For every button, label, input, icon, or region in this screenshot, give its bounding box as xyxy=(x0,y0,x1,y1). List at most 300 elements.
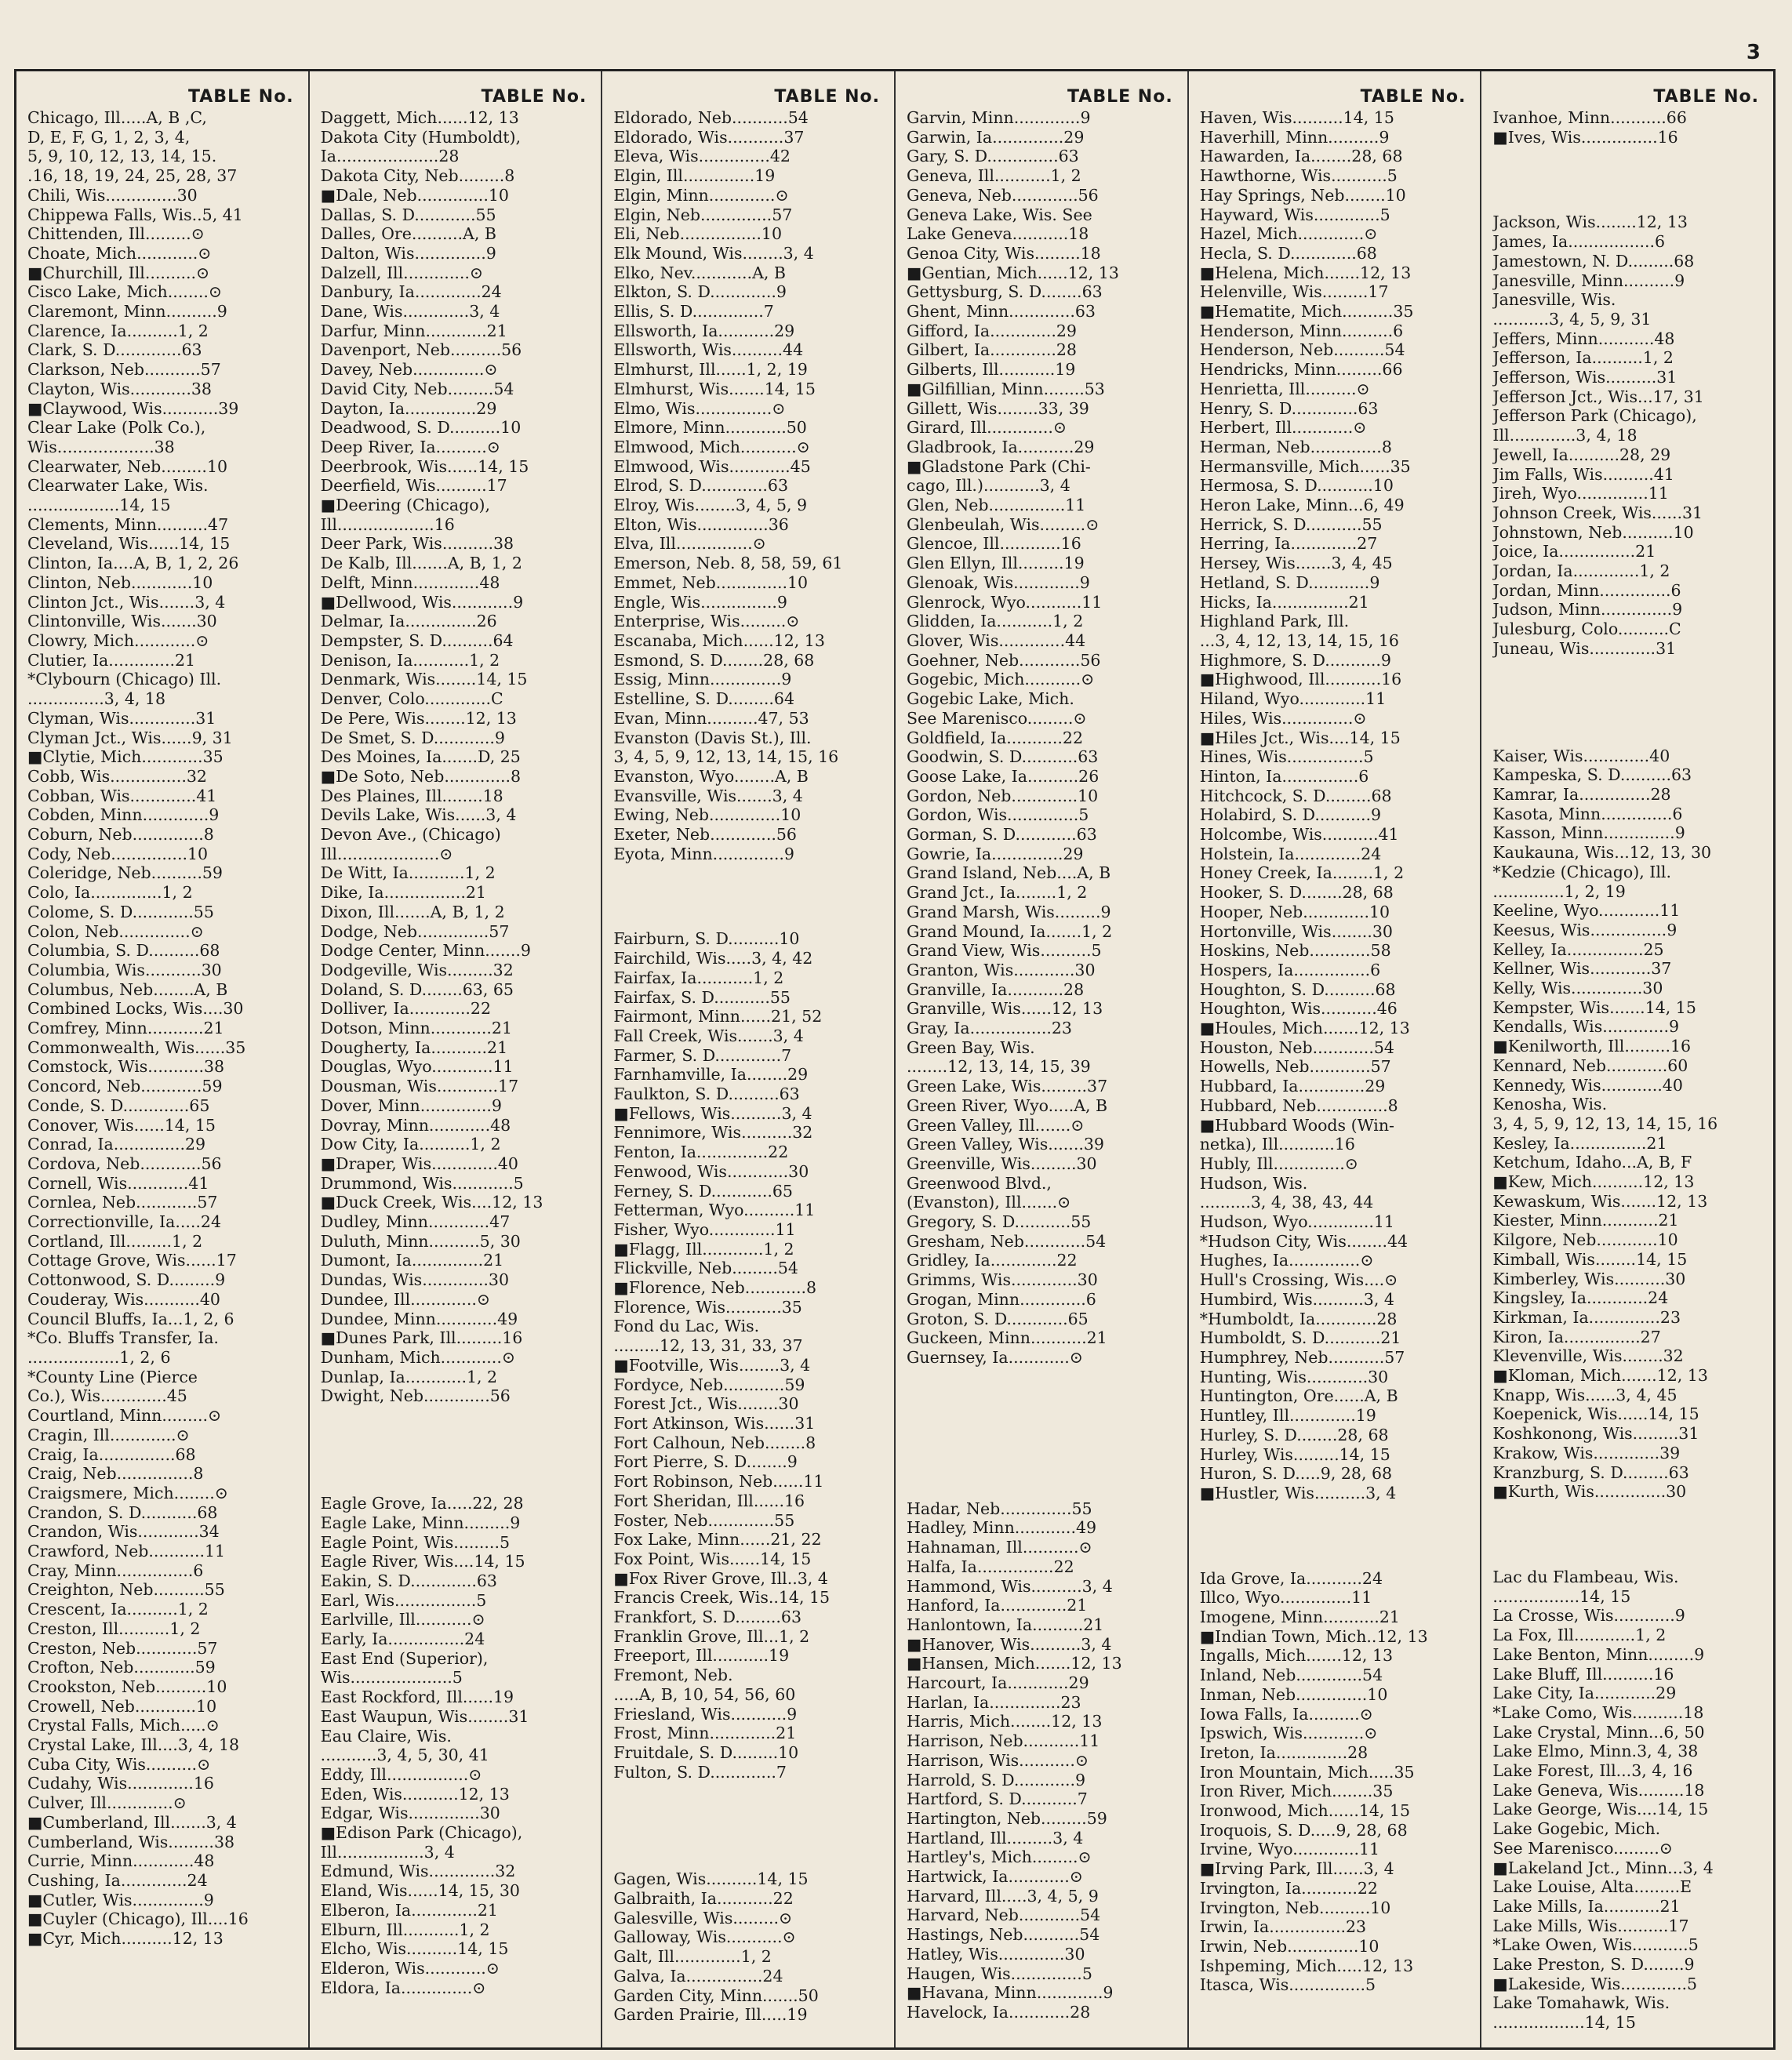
index-entry: Jackson, Wis........12, 13 xyxy=(1492,213,1688,232)
index-entry: Ida Grove, Ia...........24 xyxy=(1199,1568,1383,1588)
index-entry: Clyman Jct., Wis......9, 31 xyxy=(27,728,233,747)
column-6 xyxy=(1481,71,1773,2047)
index-entry: Clements, Minn..........47 xyxy=(27,514,229,534)
index-entry: Keesus, Wis...............9 xyxy=(1492,920,1678,939)
entry-list xyxy=(27,108,297,1949)
index-entry: Harrison, Neb...........11 xyxy=(907,1731,1100,1751)
index-entry: Garden Prairie, Ill.....19 xyxy=(613,2005,808,2025)
index-entry: Hendricks, Minn.........66 xyxy=(1199,360,1403,380)
index-entry: Ill...................16 xyxy=(320,514,455,534)
index-entry: Columbia, S. D..........68 xyxy=(27,941,220,961)
index-entry: Granville, Ia...........28 xyxy=(907,979,1085,999)
index-entry: Edgar, Wis..............30 xyxy=(320,1804,500,1823)
index-entry: Julesburg, Colo..........C xyxy=(1492,619,1681,639)
index-entry: Genoa City, Wis.........18 xyxy=(907,243,1101,263)
index-entry: East Rockford, Ill......19 xyxy=(320,1688,514,1707)
index-entry: Elmwood, Wis............45 xyxy=(613,456,811,476)
index-entry: Ellsworth, Ia...........29 xyxy=(613,321,795,340)
index-entry: Craig, Ia...............68 xyxy=(27,1444,196,1464)
index-entry: Kaiser, Wis.............40 xyxy=(1492,746,1670,765)
index-entry: ■Irving Park, Ill......3, 4 xyxy=(1199,1859,1394,1879)
index-entry: Dovray, Minn............48 xyxy=(320,1115,511,1135)
index-entry: Forest Jct., Wis........30 xyxy=(613,1394,799,1414)
index-entry: Humphrey, Neb...........57 xyxy=(1199,1348,1405,1367)
index-entry: *Kedzie (Chicago), Ill. xyxy=(1492,862,1672,881)
index-entry: Grand Jct., Ia........1, 2 xyxy=(907,883,1088,903)
index-entry: Jefferson Jct., Wis...17, 31 xyxy=(1492,387,1704,406)
index-entry: Dodge, Neb..............57 xyxy=(320,921,510,941)
index-entry: Eli, Neb................10 xyxy=(613,224,782,244)
index-entry: Ia....................28 xyxy=(320,147,460,166)
index-entry: ..................14, 15 xyxy=(27,496,171,515)
index-entry: Iron River, Mich........35 xyxy=(1199,1782,1394,1801)
index-entry: Kranzburg, S. D.........63 xyxy=(1492,1462,1689,1482)
index-entry: Hudson, Wis. xyxy=(1199,1173,1308,1193)
index-entry: Kendalls, Wis.............9 xyxy=(1492,1017,1680,1037)
index-entry: Ketchum, Idaho...A, B, F xyxy=(1492,1153,1692,1172)
index-entry: ...........3, 4, 5, 9, 31 xyxy=(1492,309,1652,329)
section-gap xyxy=(907,1433,1176,1455)
index-entry: Galt, Ill.............1, 2 xyxy=(613,1947,772,1967)
index-entry: Douglas, Wyo............11 xyxy=(320,1057,514,1077)
index-entry: ■Dellwood, Wis............9 xyxy=(320,592,524,612)
index-entry: Hayward, Wis.............5 xyxy=(1199,205,1390,224)
index-entry: Dalton, Wis..............9 xyxy=(320,243,496,263)
section-gap xyxy=(1492,1546,1762,1568)
index-entry: Grimms, Wis.............30 xyxy=(907,1270,1098,1290)
index-entry: Humboldt, S. D...........21 xyxy=(1199,1328,1401,1348)
index-entry: Johnson Creek, Wis......31 xyxy=(1492,503,1703,522)
index-entry: Eau Claire, Wis. xyxy=(320,1726,452,1746)
index-entry: Early, Ia...............24 xyxy=(320,1629,485,1649)
index-entry: Gillett, Wis........33, 39 xyxy=(907,398,1089,418)
index-entry: Gary, S. D..............63 xyxy=(907,147,1079,166)
index-entry: Jordan, Ia.............1, 2 xyxy=(1492,561,1670,581)
index-entry: Iron Mountain, Mich.....35 xyxy=(1199,1762,1415,1782)
index-entry: Green Valley, Wis.......39 xyxy=(907,1135,1104,1154)
index-entry: Cushing, Ia.............24 xyxy=(27,1870,208,1890)
index-entry: Galbraith, Ia...........22 xyxy=(613,1889,794,1909)
index-entry: ■Ives, Wis...............16 xyxy=(1492,127,1678,147)
index-entry: Gordon, Neb.............10 xyxy=(907,786,1099,805)
index-entry: ■Footville, Wis........3, 4 xyxy=(613,1355,811,1375)
section-gap xyxy=(1492,147,1762,169)
index-entry: ..........3, 4, 38, 43, 44 xyxy=(1199,1193,1374,1212)
index-entry: ■Cutler, Wis..............9 xyxy=(27,1890,214,1909)
index-entry: Gettysburg, S. D........63 xyxy=(907,282,1103,302)
index-entry: Eleva, Wis..............42 xyxy=(613,147,791,166)
index-entry: Earl, Wis................5 xyxy=(320,1590,487,1610)
index-entry: Ferney, S. D............65 xyxy=(613,1181,793,1201)
index-entry: Dodgeville, Wis.........32 xyxy=(320,960,514,979)
index-entry: Eden, Wis...........12, 13 xyxy=(320,1784,510,1804)
index-entry: Foster, Neb.............55 xyxy=(613,1510,795,1530)
index-entry: Gladbrook, Ia...........29 xyxy=(907,437,1095,456)
index-entry: ■Havana, Minn.............9 xyxy=(907,1983,1114,2003)
index-entry: Gridley, Ia.............22 xyxy=(907,1251,1078,1270)
index-entry: Kingsley, Ia............24 xyxy=(1492,1288,1669,1308)
index-entry: ...............3, 4, 18 xyxy=(27,689,165,709)
index-entry: Dike, Ia................21 xyxy=(320,883,486,903)
index-entry: Colo, Ia..............1, 2 xyxy=(27,883,193,903)
index-entry: Cornlea, Neb............57 xyxy=(27,1193,218,1212)
index-entry: Galloway, Wis...........⊙ xyxy=(613,1927,796,1947)
index-entry: Chicago, Ill.....A, B ,C, xyxy=(27,108,207,127)
index-entry: Fort Robinson, Neb......11 xyxy=(613,1472,824,1491)
index-entry: Green Lake, Wis.........37 xyxy=(907,1077,1108,1096)
index-entry: D, E, F, G, 1, 2, 3, 4, xyxy=(27,127,191,147)
index-entry: Hooker, S. D........28, 68 xyxy=(1199,883,1394,903)
index-entry: Lake Benton, Minn.........9 xyxy=(1492,1644,1705,1664)
index-entry: Elroy, Wis........3, 4, 5, 9 xyxy=(613,496,808,515)
index-entry: Elmo, Wis...............⊙ xyxy=(613,398,786,418)
index-entry: Eldorado, Wis...........37 xyxy=(613,127,805,147)
index-entry: Dumont, Ia..............21 xyxy=(320,1251,504,1270)
index-entry: Gogebic Lake, Mich. xyxy=(907,689,1074,709)
index-entry: Honey Creek, Ia........1, 2 xyxy=(1199,863,1405,883)
index-entry: Comstock, Wis...........38 xyxy=(27,1057,225,1077)
index-entry: 5, 9, 10, 12, 13, 14, 15. xyxy=(27,147,217,166)
index-entry: Irwin, Ia...............23 xyxy=(1199,1917,1367,1937)
index-entry: Granville, Wis......12, 13 xyxy=(907,999,1103,1019)
index-entry: Inman, Neb..............10 xyxy=(1199,1684,1388,1704)
index-entry: Clear Lake (Polk Co.), xyxy=(27,418,206,438)
index-entry: Earlville, Ill...........⊙ xyxy=(320,1610,485,1629)
index-entry: Janesville, Wis. xyxy=(1492,290,1616,310)
index-entry: Devils Lake, Wis......3, 4 xyxy=(320,805,517,825)
index-entry: Dodge Center, Minn.......9 xyxy=(320,941,531,961)
index-entry: Fort Calhoun, Neb........8 xyxy=(613,1433,816,1452)
index-entry: Juneau, Wis.............31 xyxy=(1492,638,1677,658)
index-entry: Green River, Wyo.....A, B xyxy=(907,1095,1108,1115)
index-entry: Kennard, Neb............60 xyxy=(1492,1055,1688,1075)
index-entry: Dakota City (Humboldt), xyxy=(320,127,522,147)
page-number: 3 xyxy=(1746,41,1761,64)
index-entry: Cuba City, Wis..........⊙ xyxy=(27,1754,211,1774)
index-entry: Hudson, Wyo.............11 xyxy=(1199,1212,1394,1232)
index-entry: Lake Bluff, Ill..........16 xyxy=(1492,1664,1674,1684)
index-entry: Dwight, Neb.............56 xyxy=(320,1386,511,1406)
index-entry: Hawarden, Ia........28, 68 xyxy=(1199,147,1403,166)
index-entry: ■Lakeside, Wis.............5 xyxy=(1492,1974,1698,1993)
index-entry: Correctionville, Ia.....24 xyxy=(27,1212,221,1232)
index-entry: Jefferson Park (Chicago), xyxy=(1492,406,1697,426)
index-entry: Glen, Neb...............11 xyxy=(907,496,1086,515)
index-entry: Grogan, Minn.............6 xyxy=(907,1289,1096,1309)
index-entry: ■Houles, Mich.......12, 13 xyxy=(1199,1019,1410,1038)
index-entry: Dallas, S. D............55 xyxy=(320,205,496,224)
index-entry: Guernsey, Ia............⊙ xyxy=(907,1348,1083,1367)
index-entry: Gifford, Ia.............29 xyxy=(907,321,1077,340)
index-entry: Elmhurst, Ill......1, 2, 19 xyxy=(613,360,808,380)
index-entry: Fetterman, Wyo..........11 xyxy=(613,1201,816,1220)
index-entry: *Hudson City, Wis........44 xyxy=(1199,1231,1409,1251)
index-entry: Glenoak, Wis.............9 xyxy=(907,572,1090,592)
index-entry: Havelock, Ia............28 xyxy=(907,2002,1091,2022)
index-entry: Elderon, Wis............⊙ xyxy=(320,1958,500,1978)
index-entry: Highmore, S. D...........9 xyxy=(1199,650,1391,670)
index-entry: Greenville, Wis.........30 xyxy=(907,1154,1097,1173)
index-entry: Hughes, Ia..............⊙ xyxy=(1199,1251,1374,1270)
index-entry: Coleridge, Neb..........59 xyxy=(27,863,223,883)
index-entry: Denver, Colo.............C xyxy=(320,689,503,709)
index-entry: Inland, Neb.............54 xyxy=(1199,1666,1383,1685)
section-gap xyxy=(1492,169,1762,191)
index-entry: Wis....................5 xyxy=(320,1668,463,1688)
index-entry: Herbert, Ill............⊙ xyxy=(1199,418,1367,438)
index-entry: Garvin, Minn.............9 xyxy=(907,108,1091,127)
index-entry: Gogebic, Mich...........⊙ xyxy=(907,670,1095,689)
index-entry: See Marenisco.........⊙ xyxy=(1492,1838,1673,1858)
index-entry: Esmond, S. D........28, 68 xyxy=(613,650,815,670)
index-entry: Hetland, S. D............9 xyxy=(1199,572,1380,592)
index-entry: Garwin, Ia..............29 xyxy=(907,127,1085,147)
index-entry: Columbus, Neb........A, B xyxy=(27,979,228,999)
index-entry: Galesville, Wis.........⊙ xyxy=(613,1908,793,1927)
index-entry: Houghton, Wis...........46 xyxy=(1199,999,1398,1019)
index-entry: Lake Gogebic, Mich. xyxy=(1492,1819,1661,1839)
index-entry: Hadley, Minn............49 xyxy=(907,1518,1097,1538)
index-entry: ■Helena, Mich.......12, 13 xyxy=(1199,263,1412,282)
index-entry: Cleveland, Wis......14, 15 xyxy=(27,534,231,554)
index-entry: Clinton, Neb............10 xyxy=(27,572,213,592)
index-entry: Elton, Wis..............36 xyxy=(613,514,789,534)
index-entry: ■Claywood, Wis...........39 xyxy=(27,398,239,418)
index-entry: Fisher, Wyo.............11 xyxy=(613,1219,796,1239)
index-entry: Ewing, Neb..............10 xyxy=(613,805,801,825)
index-entry: Harrold, S. D............9 xyxy=(907,1770,1086,1789)
index-entry: ■Draper, Wis.............40 xyxy=(320,1154,518,1173)
index-entry: Ellis, S. D..............7 xyxy=(613,302,774,322)
index-entry: Craig, Neb...............8 xyxy=(27,1464,204,1484)
index-entry: Harvard, Neb............54 xyxy=(907,1906,1101,1925)
index-entry: David City, Neb.........54 xyxy=(320,379,514,398)
index-entry: *Humboldt, Ia............28 xyxy=(1199,1309,1398,1328)
index-entry: Crandon, S. D...........68 xyxy=(27,1502,218,1522)
index-entry: Fort Pierre, S. D........9 xyxy=(613,1452,798,1472)
index-entry: Claremont, Minn..........9 xyxy=(27,302,227,322)
index-entry: Friesland, Wis...........9 xyxy=(613,1704,798,1724)
index-entry: ■Edison Park (Chicago), xyxy=(320,1823,523,1843)
index-entry: Clayton, Wis............38 xyxy=(27,379,212,398)
index-entry: Haverhill, Minn..........9 xyxy=(1199,127,1390,147)
index-entry: Ireton, Ia..............28 xyxy=(1199,1742,1369,1762)
index-entry: .........12, 13, 31, 33, 37 xyxy=(613,1336,803,1356)
index-entry: Hurley, S. D........28, 68 xyxy=(1199,1425,1389,1444)
entry-list xyxy=(1492,108,1762,2033)
index-entry: Elrod, S. D.............63 xyxy=(613,476,789,496)
index-entry: ■Hustler, Wis..........3, 4 xyxy=(1199,1483,1397,1502)
index-entry: Holcombe, Wis...........41 xyxy=(1199,825,1399,845)
index-entry: Clowry, Mich............⊙ xyxy=(27,630,209,650)
index-entry: Howells, Neb............57 xyxy=(1199,1057,1391,1077)
index-entry: Doland, S. D........63, 65 xyxy=(320,979,514,999)
index-entry: Gregory, S. D...........55 xyxy=(907,1212,1092,1232)
index-entry: Eldorado, Neb...........54 xyxy=(613,108,809,127)
index-entry: Davey, Neb..............⊙ xyxy=(320,360,498,380)
index-entry: Crawford, Neb...........11 xyxy=(27,1542,226,1561)
index-entry: ■Hansen, Mich.......12, 13 xyxy=(907,1654,1122,1673)
index-entry: Creston, Neb............57 xyxy=(27,1638,218,1658)
index-entry: Freeport, Ill...........19 xyxy=(613,1646,790,1666)
index-entry: ■Deering (Chicago), xyxy=(320,496,491,515)
section-gap xyxy=(321,1472,591,1494)
index-entry: Ill.................3, 4 xyxy=(320,1842,455,1862)
index-entry: Clinton Jct., Wis.......3, 4 xyxy=(27,592,226,612)
index-entry: Haven, Wis..........14, 15 xyxy=(1199,108,1394,127)
index-entry: Lake Preston, S. D........9 xyxy=(1492,1955,1695,1975)
index-entry: Guckeen, Minn...........21 xyxy=(907,1328,1107,1348)
index-entry: Hitchcock, S. D.........68 xyxy=(1199,786,1392,805)
section-gap xyxy=(613,863,883,885)
index-entry: Grand Mound, Ia.......1, 2 xyxy=(907,921,1113,941)
index-entry: Hoskins, Neb............58 xyxy=(1199,941,1391,961)
index-entry: ..............1, 2, 19 xyxy=(1492,881,1626,901)
index-entry: Conde, S. D.............65 xyxy=(27,1095,210,1115)
index-entry: Dundee, Minn............49 xyxy=(320,1309,518,1328)
index-entry: Clyman, Wis.............31 xyxy=(27,708,216,728)
index-entry: Darfur, Minn............21 xyxy=(320,321,507,340)
index-entry: Fruitdale, S. D.........10 xyxy=(613,1742,799,1762)
index-entry: Hubbard, Neb..............8 xyxy=(1199,1095,1398,1115)
index-entry: ■Hubbard Woods (Win- xyxy=(1199,1115,1394,1135)
index-entry: Hartland, Ill.........3, 4 xyxy=(907,1828,1084,1847)
index-entry: Herman, Neb..............8 xyxy=(1199,437,1392,456)
index-entry: Grand View, Wis..........5 xyxy=(907,941,1102,961)
index-entry: Kelley, Ia...............25 xyxy=(1492,939,1664,959)
index-entry: ..................1, 2, 6 xyxy=(27,1348,171,1367)
column-2 xyxy=(310,71,603,2047)
index-entry: Hiland, Wyo.............11 xyxy=(1199,689,1387,709)
index-entry: Jewell, Ia..........28, 29 xyxy=(1492,445,1671,464)
index-entry: Geneva Lake, Wis. See xyxy=(907,205,1092,224)
index-entry: Kewaskum, Wis.......12, 13 xyxy=(1492,1191,1708,1211)
index-entry: Kelly, Wis..............30 xyxy=(1492,979,1663,998)
section-gap xyxy=(1492,191,1762,213)
index-entry: Holstein, Ia.............24 xyxy=(1199,844,1382,863)
index-entry: Hatley, Wis.............30 xyxy=(907,1944,1085,1964)
index-entry: Lake Forest, Ill...3, 4, 16 xyxy=(1492,1761,1693,1781)
index-entry: Gray, Ia................23 xyxy=(907,1019,1072,1038)
section-gap xyxy=(613,1782,883,1804)
index-entry: Dousman, Wis............17 xyxy=(320,1077,519,1096)
index-entry: Drummond, Wis............5 xyxy=(320,1173,524,1193)
index-entry: Colon, Neb..............⊙ xyxy=(27,921,204,941)
index-entry: ........12, 13, 14, 15, 39 xyxy=(907,1057,1091,1077)
index-entry: Hersey, Wis.......3, 4, 45 xyxy=(1199,554,1393,573)
index-entry: Elkton, S. D.............9 xyxy=(613,282,787,302)
index-entry: Dayton, Ia..............29 xyxy=(320,398,497,418)
index-entry: Hines, Wis...............5 xyxy=(1199,747,1374,767)
index-entry: Kiron, Ia...............27 xyxy=(1492,1327,1661,1346)
index-entry: La Fox, Ill............1, 2 xyxy=(1492,1626,1667,1645)
index-entry: Henderson, Neb..........54 xyxy=(1199,340,1405,360)
index-entry: Lake Louise, Alta.........E xyxy=(1492,1877,1692,1897)
index-entry: Clark, S. D.............63 xyxy=(27,340,202,360)
index-entry: Hiles, Wis..............⊙ xyxy=(1199,708,1367,728)
index-entry: Deadwood, S. D..........10 xyxy=(320,418,522,438)
index-entry: Girard, Ill.............⊙ xyxy=(907,418,1067,438)
index-entry: Iroquois, S. D.....9, 28, 68 xyxy=(1199,1820,1408,1840)
column-header: TABLE No. xyxy=(1653,87,1760,107)
index-entry: Cragin, Ill.............⊙ xyxy=(27,1425,190,1444)
index-entry: Couderay, Wis...........40 xyxy=(27,1289,220,1309)
index-entry: James, Ia.................6 xyxy=(1492,232,1666,252)
index-entry: ■Gilfillian, Minn........53 xyxy=(907,379,1105,398)
index-entry: Elgin, Minn.............⊙ xyxy=(613,185,789,205)
index-entry: Hospers, Ia...............6 xyxy=(1199,960,1381,979)
index-entry: Jefferson, Wis..........31 xyxy=(1492,368,1678,387)
index-entry: Irwin, Neb..............10 xyxy=(1199,1936,1379,1956)
index-entry: De Pere, Wis........12, 13 xyxy=(320,708,517,728)
index-entry: Evanston, Wyo........A, B xyxy=(613,766,809,786)
index-entry: Crystal Lake, Ill....3, 4, 18 xyxy=(27,1735,240,1755)
index-entry: Deerbrook, Wis......14, 15 xyxy=(320,456,529,476)
index-entry: Elgin, Neb..............57 xyxy=(613,205,793,224)
index-entry: Cornell, Wis............41 xyxy=(27,1173,209,1193)
index-entry: Cisco Lake, Mich........⊙ xyxy=(27,282,223,302)
index-entry: Jim Falls, Wis..........41 xyxy=(1492,464,1674,484)
index-entry: Galva, Ia...............24 xyxy=(613,1966,783,1986)
index-entry: Elmore, Minn............50 xyxy=(613,418,807,438)
index-entry: *County Line (Pierce xyxy=(27,1367,198,1386)
index-entry: Elgin, Ill..............19 xyxy=(613,166,776,186)
column-header: TABLE No. xyxy=(1067,87,1173,107)
index-entry: De Witt, Ia...........1, 2 xyxy=(320,863,496,883)
index-entry: Kilgore, Neb............10 xyxy=(1492,1230,1678,1250)
index-entry: Evansville, Wis.......3, 4 xyxy=(613,786,803,805)
index-entry: Granton, Wis............30 xyxy=(907,960,1096,979)
index-entry: Jeffers, Minn...........48 xyxy=(1492,329,1675,348)
index-entry: Council Bluffs, Ia...1, 2, 6 xyxy=(27,1309,234,1328)
section-gap xyxy=(1200,1503,1470,1525)
index-entry: Comfrey, Minn...........21 xyxy=(27,1019,224,1038)
index-entry: Evanston (Davis St.), Ill. xyxy=(613,728,812,747)
section-gap xyxy=(1200,1547,1470,1569)
index-entry: Dalzell, Ill.............⊙ xyxy=(320,263,484,282)
index-entry: Elburn, Ill...........1, 2 xyxy=(320,1920,490,1939)
index-entry: Green Bay, Wis. xyxy=(907,1037,1035,1057)
index-entry: Dotson, Minn............21 xyxy=(320,1019,513,1038)
index-entry: Kampeska, S. D..........63 xyxy=(1492,765,1692,785)
index-entry: Eagle River, Wis....14, 15 xyxy=(320,1552,525,1571)
index-table xyxy=(14,69,1776,2050)
index-entry: Fenton, Ia..............22 xyxy=(613,1143,789,1162)
index-entry: Kiester, Minn...........21 xyxy=(1492,1211,1679,1230)
index-entry: Combined Locks, Wis....30 xyxy=(27,999,244,1019)
section-gap xyxy=(907,1411,1176,1433)
index-entry: Colome, S. D............55 xyxy=(27,902,214,921)
index-entry: Elberon, Ia.............21 xyxy=(320,1900,498,1920)
index-entry: Green Valley, Ill.......⊙ xyxy=(907,1115,1085,1135)
index-entry: Dundas, Wis.............30 xyxy=(320,1270,509,1290)
index-entry: Choate, Mich............⊙ xyxy=(27,243,212,263)
index-entry: Glenrock, Wyo...........11 xyxy=(907,592,1103,612)
index-entry: ■Dunes Park, Ill.........16 xyxy=(320,1328,523,1348)
index-entry: Itasca, Wis...............5 xyxy=(1199,1975,1376,1995)
index-entry: ■Kurth, Wis..............30 xyxy=(1492,1482,1687,1502)
index-entry: Gordon, Wis..............5 xyxy=(907,805,1089,825)
index-entry: Fall Creek, Wis.......3, 4 xyxy=(613,1026,804,1045)
index-entry: Crookston, Neb..........10 xyxy=(27,1677,227,1696)
index-entry: Fremont, Neb. xyxy=(613,1666,733,1685)
index-entry: Chili, Wis..............30 xyxy=(27,185,198,205)
index-entry: ■Gentian, Mich......12, 13 xyxy=(907,263,1119,282)
index-entry: Glidden, Ia...........1, 2 xyxy=(907,612,1084,631)
index-entry: Irvington, Ia...........22 xyxy=(1199,1878,1378,1898)
index-entry: Courtland, Minn.........⊙ xyxy=(27,1406,222,1426)
index-entry: Kempster, Wis.......14, 15 xyxy=(1492,997,1696,1017)
